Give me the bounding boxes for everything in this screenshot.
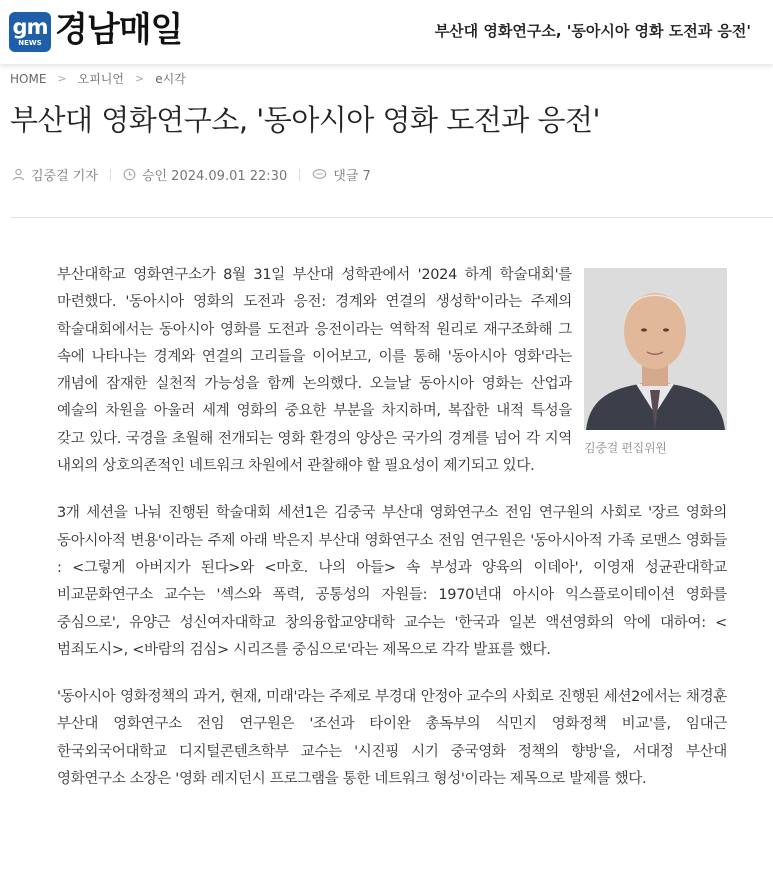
logo-badge-main: gm	[12, 15, 48, 39]
page-title: 부산대 영화연구소, '동아시아 영화 도전과 응전'	[10, 103, 601, 137]
breadcrumb-esigak[interactable]: e시각	[155, 72, 186, 86]
article-paragraph: 부산대학교 영화연구소가 8월 31일 부산대 성학관에서 '2024 하계 학술대회'를 마련했다. '동아시아 영화의 도전과 응전: 경계와 연결의 생성학'이라는 주제의 학술대회에서는 동아시아 영화를 도전과 응전이라는 역학적 원리로 재구조화해 그 속에 나타나는 경계와 연결의 고리들을 이어보고, 이를 통해 '동아시아 영화'라는 개념에 잠재한 실천적 가능성을 함께 논의했다. 오늘날 동아시아 영화는 산업과 예술의 차원을 아울러 세계 영화의 중요한 부분을 차지하며, 복잡한 내적 특성을 갖고 있다. 국경을 초월해 전개되는 영화 환경의 양상은 국가의 경계를 넘어 각 지역 내외의 상호의존적인 네트워크 차원에서 관찰해야 할 필요성이 제기되고 있다.	[57, 267, 572, 475]
breadcrumb	[10, 70, 186, 87]
article-body	[57, 262, 727, 813]
logo-badge-sub: NEWS	[18, 39, 42, 47]
article-paragraph: '동아시아 영화정책의 과거, 현재, 미래'라는 주제로 부경대 안정아 교수의 사회로 진행된 세션2에서는 채경훈 부산대 영화연구소 전임 연구원은 '조선과 타이완 총독부의 식민지 영화정책 비교'를, 임대근 한국외국어대학교 디지털콘텐츠학부 교수는 '시진핑 시기 중국영화 정책의 향방'을, 서대정 부산대 영화연구소 소장은 '영화 레지던시 프로그램을 통한 네트워크 형성'이라는 제목으로 발제를 했다.	[57, 689, 727, 788]
author-info	[12, 165, 98, 184]
comment-count[interactable]: 댓글 7	[333, 169, 371, 184]
meta-divider	[299, 169, 300, 181]
breadcrumb-opinion[interactable]: 오피니언	[77, 72, 124, 86]
approved-info	[123, 165, 287, 184]
comments-info[interactable]	[312, 165, 371, 184]
breadcrumb-home[interactable]: HOME	[10, 71, 47, 86]
article-paragraph: 3개 세션을 나눠 진행된 학술대회 세션1은 김중국 부산대 영화연구소 전임 연구원의 사회로 '장르 영화의 동아시아적 변용'이라는 주제 아래 박은지 부산대 영화연구소 전임 연구원은 '동아시아적 가족 로맨스 영화들 : <그렇게 아버지가 된다>와 <마호. 나의 아들> 속 부성과 양육의 이데아', 이영재 성균관대학교 비교문화연구소 교수는 '섹스와 폭력, 공통성의 자원들: 1970년대 아시아 익스플로이테이션 영화를 중심으로', 유양근 성신여자대학교 창의융합교양대학 교수는 '한국과 일본 액션영화의 악에 대하여: <범죄도시>, <바람의 검심> 시리즈를 중심으로'라는 제목으로 각각 발표를 했다.	[57, 505, 727, 658]
photo-caption: 김중걸 편집위원	[584, 441, 667, 455]
header-article-title: 부산대 영화연구소, '동아시아 영화 도전과 응전'	[434, 22, 751, 40]
portrait-image	[584, 268, 727, 430]
logo-badge[interactable]	[9, 12, 51, 52]
user-icon	[12, 168, 25, 181]
approved-date: 승인 2024.09.01 22:30	[141, 169, 288, 184]
site-header	[0, 0, 773, 64]
chevron-right-icon: >	[57, 72, 67, 85]
logo-text[interactable]: 경남매일	[55, 10, 183, 50]
comment-icon	[312, 168, 327, 181]
meta-divider	[110, 169, 111, 181]
author-photo	[584, 268, 727, 430]
author-name[interactable]: 김중걸 기자	[31, 169, 98, 184]
chevron-right-icon: >	[135, 72, 145, 85]
clock-icon	[123, 168, 136, 181]
article-meta	[12, 165, 371, 184]
header-divider	[10, 217, 773, 218]
author-photo-box	[584, 268, 727, 457]
